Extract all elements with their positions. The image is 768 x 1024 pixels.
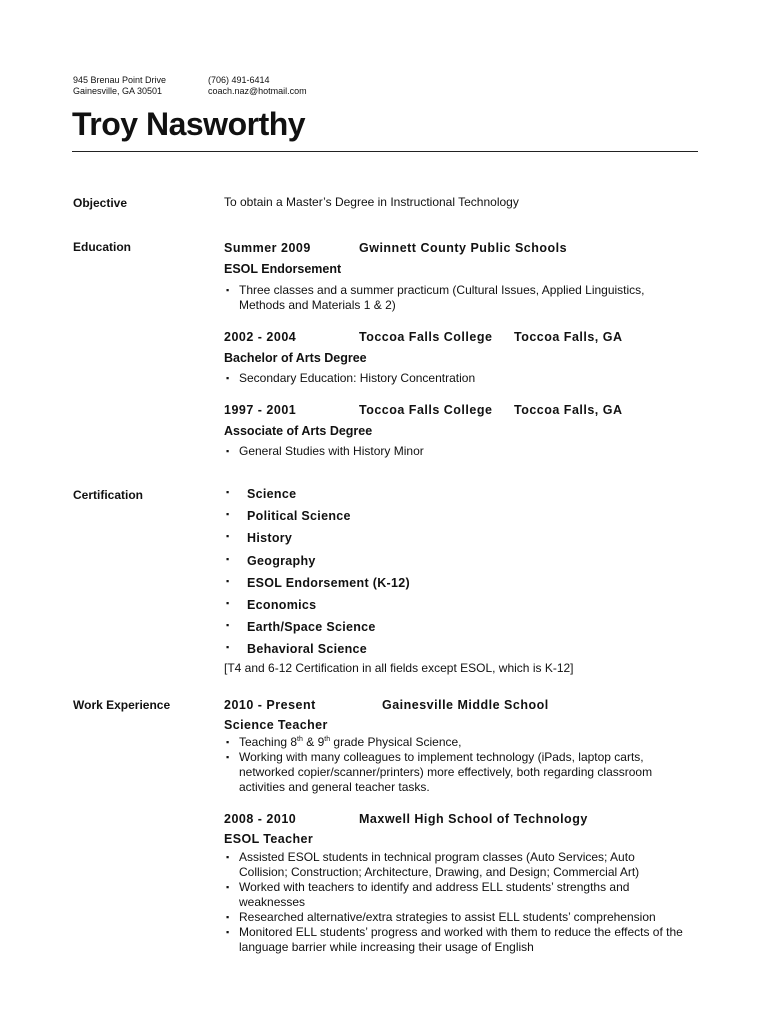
header-divider (72, 151, 698, 152)
list-item (224, 509, 410, 531)
education-entry-1-bullets (224, 283, 686, 313)
superscript-ordinal: th (297, 736, 303, 743)
contact-block (208, 75, 307, 97)
bullet-icon: ▪ (226, 575, 230, 586)
certification-item: Behavioral Science (247, 642, 368, 657)
certification-list (224, 487, 410, 665)
list-item-text: Worked with teachers to identify and address ELL students’ strengths and weaknesses (239, 880, 630, 909)
list-item-text: Researched alternative/extra strategies to assist ELL students’ comprehension (239, 910, 656, 924)
list-item (224, 850, 686, 880)
education-entry-2-bullets (224, 371, 686, 386)
work-entry-employer: Gainesville Middle School (382, 698, 549, 712)
certification-item: ESOL Endorsement (K-12) (247, 575, 410, 590)
bullet-icon: ▪ (226, 852, 230, 862)
address-block (73, 75, 166, 97)
certification-label: Certification (73, 488, 144, 502)
work-entry-2-bullets (224, 850, 686, 955)
bullet-icon: ▪ (226, 912, 230, 922)
work-entry-dates: 2010 - Present (224, 698, 316, 712)
bullet-icon: ▪ (226, 620, 230, 631)
bullet-icon: ▪ (226, 285, 230, 295)
list-item (224, 880, 686, 910)
list-item (224, 735, 686, 750)
superscript-ordinal: th (324, 736, 331, 743)
education-entry-title: Bachelor of Arts Degree (224, 351, 367, 365)
list-item (224, 910, 686, 925)
list-item (224, 487, 410, 509)
education-entry-institution: Toccoa Falls College (359, 330, 493, 344)
education-entry-institution: Gwinnett County Public Schools (359, 241, 568, 255)
education-entry-dates: 1997 - 2001 (224, 403, 297, 417)
text-part: grade Physical Science, (330, 735, 462, 749)
bullet-icon: ▪ (226, 553, 230, 564)
certification-item: Geography (247, 553, 316, 568)
bullet-icon: ▪ (226, 509, 230, 520)
list-item (224, 283, 686, 313)
list-item-text: General Studies with History Minor (239, 444, 424, 458)
bullet-icon: ▪ (226, 373, 230, 383)
bullet-icon: ▪ (226, 531, 230, 542)
bullet-icon: ▪ (226, 597, 230, 608)
list-item-text: Monitored ELL students’ progress and worked with them to reduce the effects of the language barrier while increasing their usage of English (239, 925, 683, 954)
address-line-1: 945 Brenau Point Drive (73, 75, 167, 85)
education-entry-dates: 2002 - 2004 (224, 330, 297, 344)
certification-item: Science (247, 487, 297, 501)
bullet-icon: ▪ (226, 882, 230, 892)
certification-item: History (247, 531, 293, 546)
bullet-icon: ▪ (226, 752, 230, 762)
list-item (224, 925, 686, 955)
list-item (224, 576, 410, 598)
list-item-text: Working with many colleagues to implement technology (iPads, laptop carts, networked copier/scanner/printers) more effectively, both regarding classroom activities and general teacher tasks. (239, 750, 653, 794)
education-label: Education (73, 240, 132, 254)
bullet-icon: ▪ (226, 737, 230, 747)
certification-note: [T4 and 6-12 Certification in all fields except ESOL, which is K-12] (224, 661, 574, 675)
work-entry-employer: Maxwell High School of Technology (359, 812, 588, 826)
candidate-name: Troy Nasworthy (72, 106, 306, 142)
objective-label: Objective (73, 196, 128, 210)
address-line-2: Gainesville, GA 30501 (73, 86, 163, 96)
bullet-icon: ▪ (226, 927, 230, 937)
education-entry-location: Toccoa Falls, GA (514, 330, 623, 344)
certification-item: Economics (247, 597, 317, 612)
text-part: Teaching 8 (239, 735, 298, 749)
list-item (224, 598, 410, 620)
education-entry-dates: Summer 2009 (224, 241, 311, 255)
certification-item: Political Science (247, 509, 351, 524)
text-part: & 9 (302, 735, 325, 749)
education-entry-location: Toccoa Falls, GA (514, 403, 623, 417)
email-address: coach.naz@hotmail.com (208, 86, 307, 96)
list-item (224, 371, 686, 386)
work-entry-1-bullets (224, 735, 686, 795)
work-entry-dates: 2008 - 2010 (224, 812, 297, 826)
list-item-text (239, 735, 686, 750)
list-item (224, 554, 410, 576)
list-item (224, 531, 410, 553)
education-entry-title: ESOL Endorsement (224, 262, 342, 276)
work-entry-title: ESOL Teacher (224, 832, 314, 846)
objective-text: To obtain a Master’s Degree in Instructional Technology (224, 195, 519, 209)
bullet-icon: ▪ (226, 642, 230, 653)
work-experience-label: Work Experience (73, 698, 171, 712)
bullet-icon: ▪ (226, 487, 230, 497)
education-entry-institution: Toccoa Falls College (359, 403, 493, 417)
phone-number: (706) 491-6414 (208, 75, 270, 85)
list-item-text: Secondary Education: History Concentration (239, 371, 476, 385)
bullet-icon: ▪ (226, 446, 230, 456)
education-entry-3-bullets (224, 444, 686, 459)
education-entry-title: Associate of Arts Degree (224, 424, 373, 438)
list-item (224, 620, 410, 642)
certification-item: Earth/Space Science (247, 620, 376, 635)
list-item (224, 444, 686, 459)
list-item-text: Three classes and a summer practicum (Cultural Issues, Applied Linguistics, Methods and Materials 1 & 2) (239, 283, 645, 312)
work-entry-title: Science Teacher (224, 718, 328, 732)
list-item-text: Assisted ESOL students in technical program classes (Auto Services; Auto Collision; Construction; Architecture, Drawing, and Design; Commercial Art) (239, 850, 640, 879)
list-item (224, 750, 686, 795)
